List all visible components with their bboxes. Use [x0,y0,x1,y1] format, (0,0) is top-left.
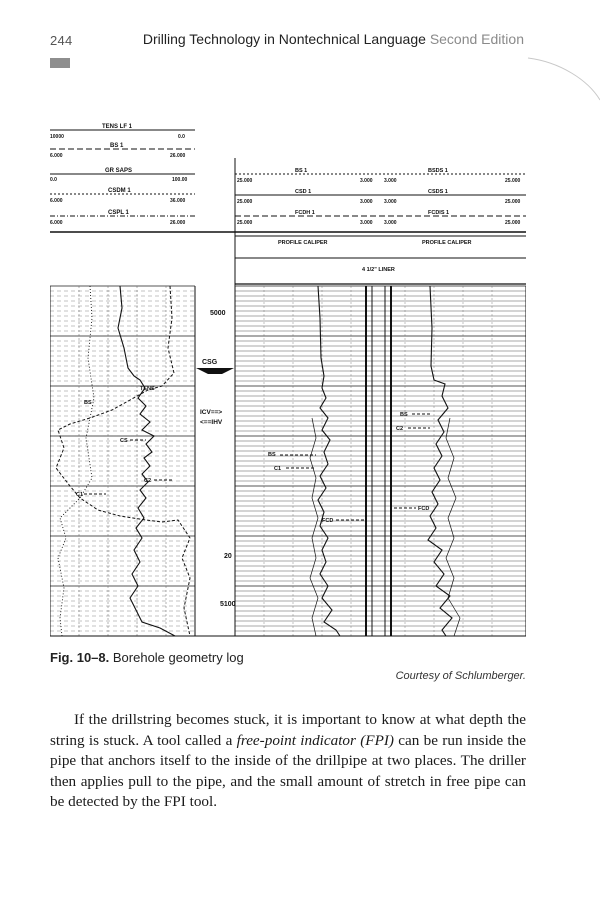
left-scale-row-5-min: 6.000 [50,220,63,226]
depth-label-mid: 20 [224,553,232,560]
right-scale-left-row-1-min: 25.000 [237,178,253,184]
depth-label-bottom: 5100 [220,601,236,608]
profile-caliper-right-title: PROFILE CALIPER [422,240,472,246]
profile-caliper-left-title: PROFILE CALIPER [278,240,328,246]
body-paragraph [50,710,526,813]
body-text-before: If the drillstring becomes stuck, it is important to know at what depth the string is stuck. A tool called a [50,711,526,749]
left-scale-row-3-name: GR SAPS [105,168,133,174]
right-scale-left-row-1-name: BS 1 [295,168,308,174]
right-scale-right-row-3-max: 25.000 [505,220,521,226]
right-scale-left-row-2-name: CSD 1 [295,189,312,195]
book-edition: Second Edition [429,31,524,47]
c2-curve-label: C2 [144,478,152,484]
left-scale-row-5-max: 26.000 [170,220,186,226]
left-scale-row-5-name: CSPL 1 [108,210,129,216]
left-scale-row-2-min: 6.000 [50,153,63,159]
right-scale-right-row-2-max: 25.000 [505,199,521,205]
left-scale-row-3-min: 0.0 [50,177,57,183]
c1-mid-label: C1 [274,466,282,472]
right-scale-right-row-3-min: 3.000 [384,220,397,226]
left-scale-row-4-min: 6.000 [50,198,63,204]
fcd-right-label: FCD [418,506,430,512]
header-mark [50,58,70,68]
right-scale-left-row-2-max: 3.000 [360,199,373,205]
left-scale-row-1-min: 10000 [50,134,64,140]
left-scale-row-3-max: 100.00 [172,177,188,183]
bs-right-label: BS [400,412,408,418]
left-scale-header [50,124,195,226]
figure-caption [50,650,244,665]
figure-label: Fig. 10–8. [50,650,110,665]
log-body [50,286,526,636]
left-scale-row-4-name: CSDM 1 [108,188,131,194]
cs-curve-label: CS [120,438,128,444]
left-scale-row-2-name: BS 1 [110,143,124,149]
right-scale-right-row-2-name: CSDS 1 [428,189,448,195]
left-scale-row-1-max: 0.0 [178,134,185,140]
bs-mid-label: BS [268,452,276,458]
c2-right-label: C2 [396,426,404,432]
figure-caption-text: Borehole geometry log [112,650,244,665]
right-scale-left-row-3-name: FCDH 1 [295,210,315,216]
right-scale-right-row-1-max: 25.000 [505,178,521,184]
book-title: Drilling Technology in Nontechnical Language [142,31,426,47]
right-scale-right-row-1-min: 3.000 [384,178,397,184]
tens-curve-label: TENS [140,386,155,392]
csg-label: CSG [202,359,218,366]
fcd-left-label: FCD [322,518,334,524]
right-scale-right-row-3-name: FCDIS 1 [428,210,450,216]
right-scale-header [50,158,526,288]
left-scale-row-2-max: 26.000 [170,153,186,159]
right-scale-right-row-2-min: 3.000 [384,199,397,205]
page-number: 244 [50,33,73,48]
borehole-geometry-log-figure [50,118,526,643]
depth-label-top: 5000 [210,310,226,317]
bs-curve-label: BS [84,400,92,406]
left-scale-row-1-name: TENS LF 1 [102,124,133,130]
running-head [143,31,524,47]
figure-credit: Courtesy of Schlumberger. [395,670,526,682]
right-scale-left-row-3-min: 25.000 [237,220,253,226]
c1-curve-label: C1 [76,492,84,498]
body-text-after: can be run inside the pipe that anchors itself to the inside of the drillpipe at two places. The driller then applies pull to the pipe, and the small amount of stretch in free pipe can be detected by the FPI tool. [50,731,526,810]
left-scale-row-4-max: 36.000 [170,198,186,204]
right-scale-left-row-1-max: 3.000 [360,178,373,184]
liner-label: 4 1/2" LINER [362,267,395,273]
icv-label: ICV==> [200,409,223,416]
body-text-term: free-point indicator (FPI) [236,731,394,749]
right-scale-left-row-3-max: 3.000 [360,220,373,226]
right-scale-left-row-2-min: 25.000 [237,199,253,205]
right-scale-right-row-1-name: BSDS 1 [428,168,448,174]
ihv-label: <==IHV [200,419,223,426]
